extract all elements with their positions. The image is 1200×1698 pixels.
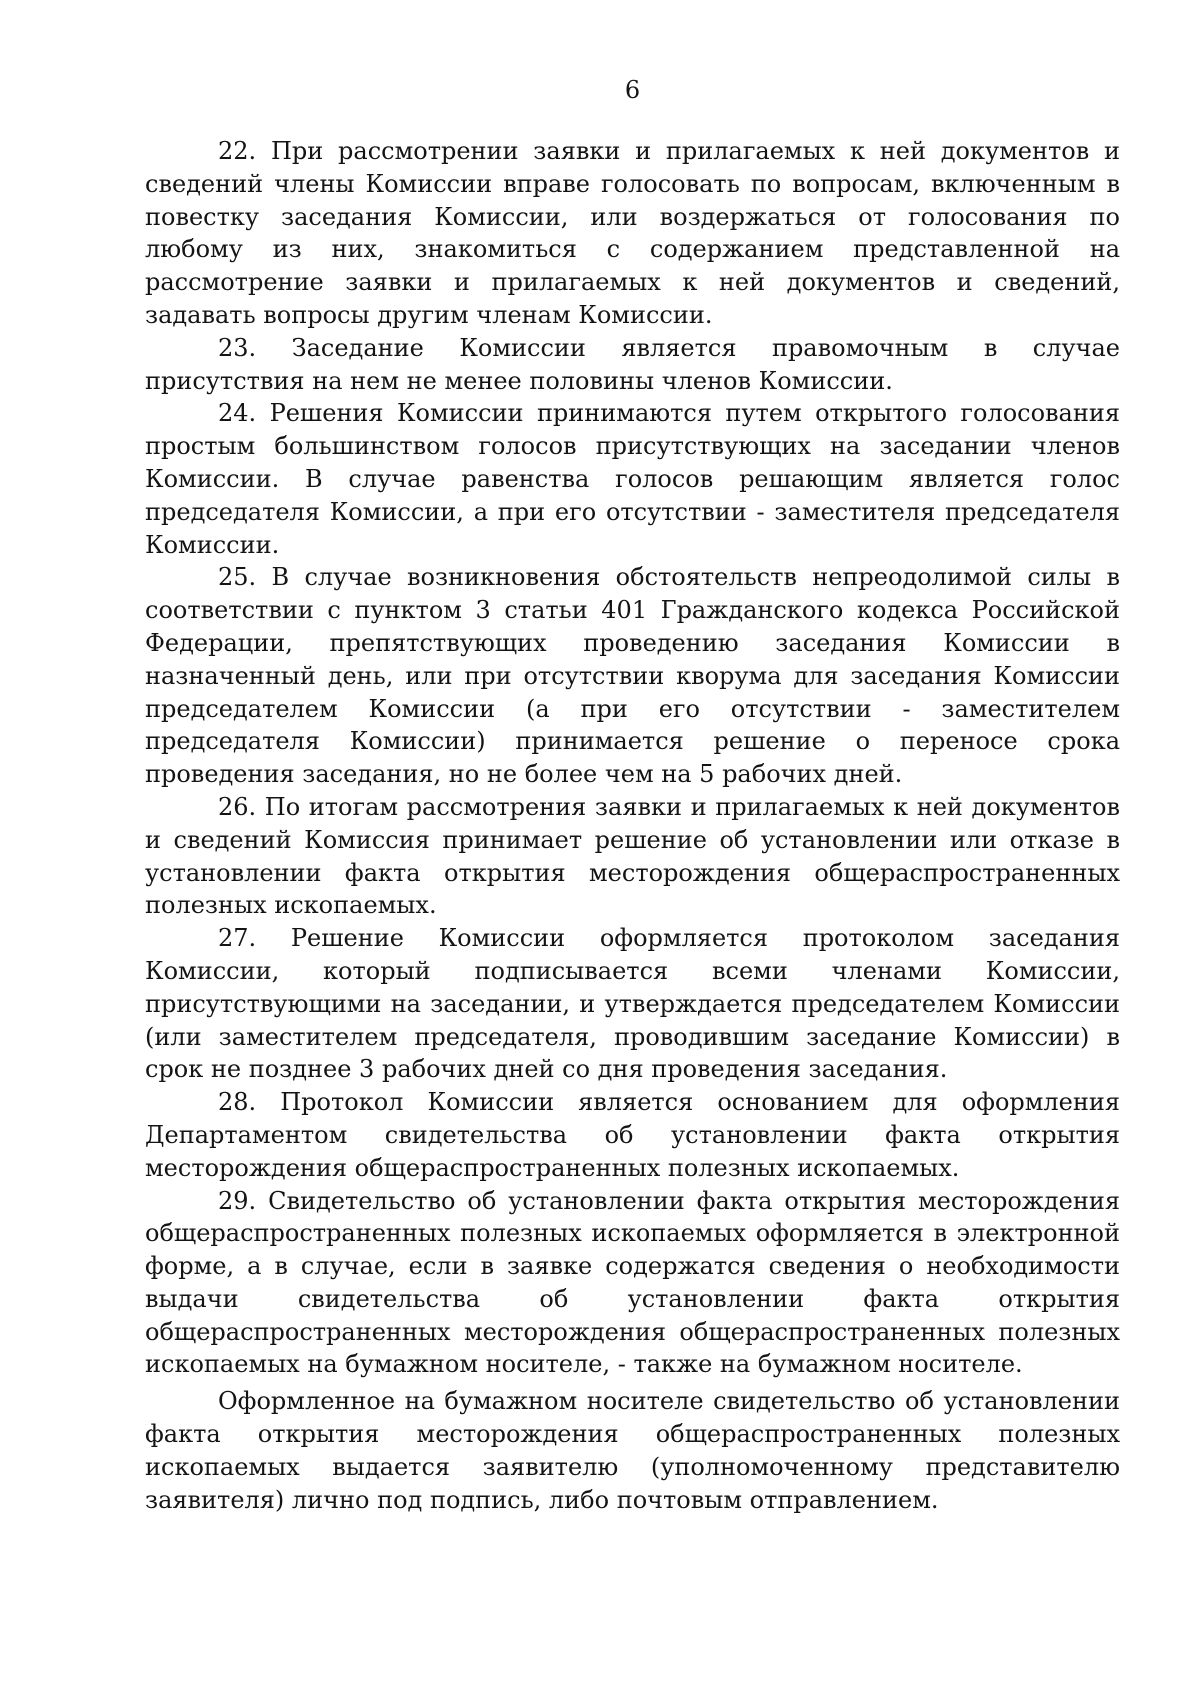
document-body: [145, 135, 1120, 1516]
paragraph-29-continuation: Оформленное на бумажном носителе свидетельство об установлении факта открытия месторождения общераспространенных полезных ископаемых выдается заявителю (уполномоченному представителю заявителя) лично под подпись, либо почтовым отправлением.: [145, 1387, 1120, 1514]
paragraph-23: 23. Заседание Комиссии является правомочным в случае присутствия на нем не менее половины членов Комиссии.: [145, 333, 1120, 395]
paragraph-29: 29. Свидетельство об установлении факта открытия месторождения общераспространенных полезных ископаемых оформляется в электронной форме, а в случае, если в заявке содержатся сведения о необходимости выдачи свидетельства об установлении факта открытия общераспространенных месторождения общераспространенных полезных ископаемых на бумажном носителе, - также на бумажном носителе.: [145, 1186, 1120, 1379]
paragraph-28: 28. Протокол Комиссии является основанием для оформления Департаментом свидетельства об установлении факта открытия месторождения общераспространенных полезных ископаемых.: [145, 1088, 1120, 1182]
page-number: 6: [624, 76, 641, 104]
paragraph-22: 22. При рассмотрении заявки и прилагаемых к ней документов и сведений члены Комиссии вправе голосовать по вопросам, включенным в повестку заседания Комиссии, или воздержаться от голосования по любому из них, знакомиться с содержанием представленной на рассмотрение заявки и прилагаемых к ней документов и сведений, задавать вопросы другим членам Комиссии.: [145, 137, 1120, 329]
paragraph-27: 27. Решение Комиссии оформляется протоколом заседания Комиссии, который подписывается всеми членами Комиссии, присутствующими на заседании, и утверждается председателем Комиссии (или заместителем председателя, проводившим заседание Комиссии) в срок не позднее 3 рабочих дней со дня проведения заседания.: [145, 924, 1120, 1084]
paragraph-26: 26. По итогам рассмотрения заявки и прилагаемых к ней документов и сведений Комиссия принимает решение об установлении или отказе в установлении факта открытия месторождения общераспространенных полезных ископаемых.: [145, 792, 1120, 920]
paragraph-25: 25. В случае возникновения обстоятельств непреодолимой силы в соответствии с пунктом 3 статьи 401 Гражданского кодекса Российской Федерации, препятствующих проведению заседания Комиссии в назначенный день, или при отсутствии кворума для заседания Комиссии председателем Комиссии (а при его отсутствии - заместителем председателя Комиссии) принимается решение о переносе срока проведения заседания, но не более чем на 5 рабочих дней.: [145, 563, 1120, 789]
paragraph-24: 24. Решения Комиссии принимаются путем открытого голосования простым большинством голосов присутствующих на заседании членов Комиссии. В случае равенства голосов решающим является голос председателя Комиссии, а при его отсутствии - заместителя председателя Комиссии.: [145, 399, 1120, 559]
